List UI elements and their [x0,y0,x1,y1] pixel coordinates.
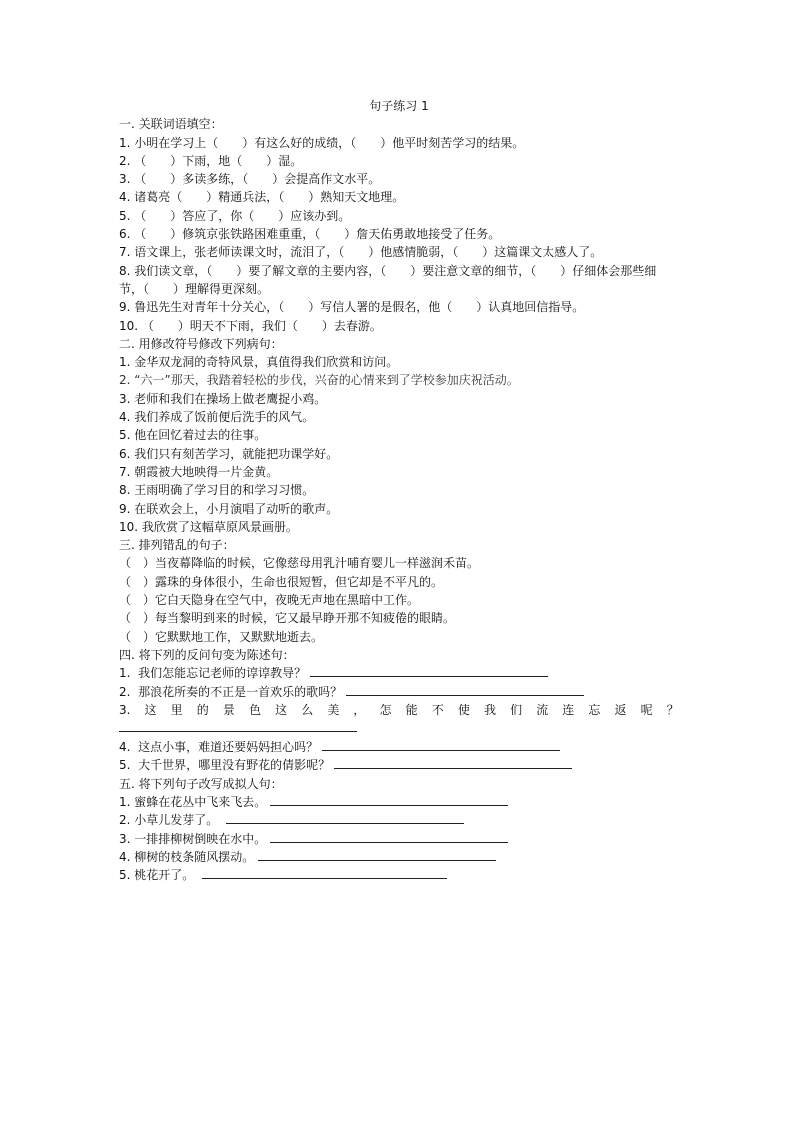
s1-item-8: 8. 我们读文章，（ ）要了解文章的主要内容，（ ）要注意文章的细节，（ ）仔细体会那些细节，（ ）理解得更深刻。 [119,263,657,296]
section-1-heading: 一. 关联词语填空： [119,117,223,132]
s4-item-3-char: 美 [327,702,340,717]
s5-item-1-text: 1. 蜜蜂在花丛中飞来飞去。 [119,794,267,809]
s1-item-1: 1. 小明在学习上（ ）有这么好的成绩，（ ）他平时刻苦学习的结果。 [119,135,525,150]
s4-item-2-text: 2. 那浪花所奏的不正是一首欢乐的歌吗？ [119,684,343,699]
s4-item-3-char: 的 [196,702,209,717]
s1-item-6: 6. （ ）修筑京张铁路困难重重，（ ）詹天佑勇敢地接受了任务。 [119,227,501,242]
s4-item-3-char: 色 [248,702,261,717]
s2-item-6: 6. 我们只有刻苦学习，就能把功课学好。 [119,446,339,461]
s4-answer-line-2[interactable] [346,683,584,696]
s4-item-3-char: 使 [457,702,470,717]
s4-answer-line-3[interactable] [119,719,357,732]
s2-item-10: 10. 我欣赏了这幅草原风景画册。 [119,519,298,534]
s5-answer-line-4[interactable] [258,848,496,861]
s4-item-4-text: 4. 这点小事，难道还要妈妈担心吗？ [119,740,319,755]
s4-item-3-char: 返 [614,702,627,717]
s4-item-3-char: 忘 [588,702,601,717]
s1-item-2: 2. （ ）下雨，地（ ）湿。 [119,153,303,168]
s4-answer-line-1[interactable] [310,664,548,677]
s2-item-3: 3. 老师和我们在操场上做老鹰捉小鸡。 [119,391,327,406]
s5-item-4 [119,848,679,866]
section-3 [119,536,679,646]
s4-item-3-char: 呢 [640,702,653,717]
s5-item-2 [119,811,679,829]
page-title: 句子练习 1 [369,99,429,113]
s4-item-3-char: 怎 [379,702,392,717]
s4-item-5 [119,756,679,774]
s5-answer-line-5[interactable] [202,866,447,879]
s4-item-5-text: 5. 大千世界，哪里没有野花的倩影呢？ [119,758,331,773]
s5-item-1 [119,793,679,811]
section-3-heading: 三. 排列错乱的句子： [119,538,235,553]
s4-item-3-char: 这 [144,702,157,717]
s4-item-3-char: 流 [536,702,549,717]
s5-item-2-text: 2. 小草儿发芽了。 [119,813,219,828]
s2-item-2: 2. “六一”那天，我踏着轻松的步伐，兴奋的心情来到了学校参加庆祝活动。 [119,373,519,388]
s1-item-4: 4. 诸葛亮（ ）精通兵法，（ ）熟知天文地理。 [119,190,405,205]
s3-item-5: （ ）它默默地工作，又默默地逝去。 [119,629,324,644]
s5-item-3-text: 3. 一排排柳树倒映在水中。 [119,831,267,846]
s4-item-3-char: 能 [405,702,418,717]
s4-item-3-char: 里 [170,702,183,717]
s4-item-3-char: ， [353,702,366,717]
section-5 [119,775,679,885]
s4-item-3-char: 么 [301,702,314,717]
s4-item-3-char: 不 [431,702,444,717]
worksheet-page [119,97,679,884]
s3-item-3: （ ）它白天隐身在空气中，夜晚无声地在黑暗中工作。 [119,593,420,608]
s2-item-5: 5. 他在回忆着过去的往事。 [119,428,267,443]
s4-answer-line-5[interactable] [334,756,572,769]
s4-item-3-char: 们 [510,702,523,717]
s5-answer-line-3[interactable] [270,830,508,843]
s4-item-3-char: 我 [483,702,496,717]
s1-item-9: 9. 鲁迅先生对青年十分关心，（ ）写信人署的是假名，他（ ）认真地回信指导。 [119,300,585,315]
section-1 [119,115,679,335]
s3-item-1: （ ）当夜幕降临的时候，它像慈母用乳汁哺育婴儿一样滋润禾苗。 [119,556,480,571]
section-4-heading: 四. 将下列的反问句变为陈述句： [119,647,295,662]
s4-item-2 [119,683,679,701]
s5-answer-line-2[interactable] [226,811,464,824]
s5-item-3 [119,830,679,848]
s4-item-3-char: 景 [222,702,235,717]
s2-item-9: 9. 在联欢会上，小月演唱了动听的歌声。 [119,501,339,516]
s4-answer-line-4[interactable] [322,738,560,751]
s4-item-3-char: 这 [275,702,288,717]
s2-item-7: 7. 朝霞被大地映得一片金黄。 [119,464,279,479]
s4-item-3-char: ？ [666,702,679,717]
s5-answer-line-1[interactable] [270,793,508,806]
s5-item-5 [119,866,679,884]
s2-item-4: 4. 我们养成了饭前便后洗手的风气。 [119,410,315,425]
s1-item-5: 5. （ ）答应了，你（ ）应该办到。 [119,208,351,223]
s1-item-7: 7. 语文课上，张老师读课文时，流泪了，（ ）他感情脆弱，（ ）这篇课文太感人了。 [119,245,603,260]
section-2-heading: 二. 用修改符号修改下列病句： [119,336,283,351]
section-4 [119,646,679,775]
s3-item-2: （ ）露珠的身体很小，生命也很短暂，但它却是不平凡的。 [119,574,444,589]
s4-item-1 [119,664,679,682]
s4-item-4 [119,738,679,756]
section-5-heading: 五. 将下列句子改写成拟人句： [119,776,283,791]
s4-item-3 [119,701,679,719]
s2-item-8: 8. 王雨明确了学习目的和学习习惯。 [119,483,315,498]
s5-item-4-text: 4. 柳树的枝条随风摆动。 [119,849,255,864]
s4-item-3-char: 3. [119,702,131,717]
s4-item-3-char: 连 [562,702,575,717]
s2-item-1: 1. 金华双龙洞的奇特风景，真值得我们欣赏和访问。 [119,355,399,370]
s5-item-5-text: 5. 桃花开了。 [119,868,195,883]
s4-item-1-text: 1. 我们怎能忘记老师的谆谆教导？ [119,666,307,681]
s3-item-4: （ ）每当黎明到来的时候，它又最早睁开那不知疲倦的眼睛。 [119,611,456,626]
section-2 [119,335,679,536]
s1-item-10: 10. （ ）明天不下雨，我们（ ）去春游。 [119,318,382,333]
s1-item-3: 3. （ ）多读多练，（ ）会提高作文水平。 [119,172,381,187]
